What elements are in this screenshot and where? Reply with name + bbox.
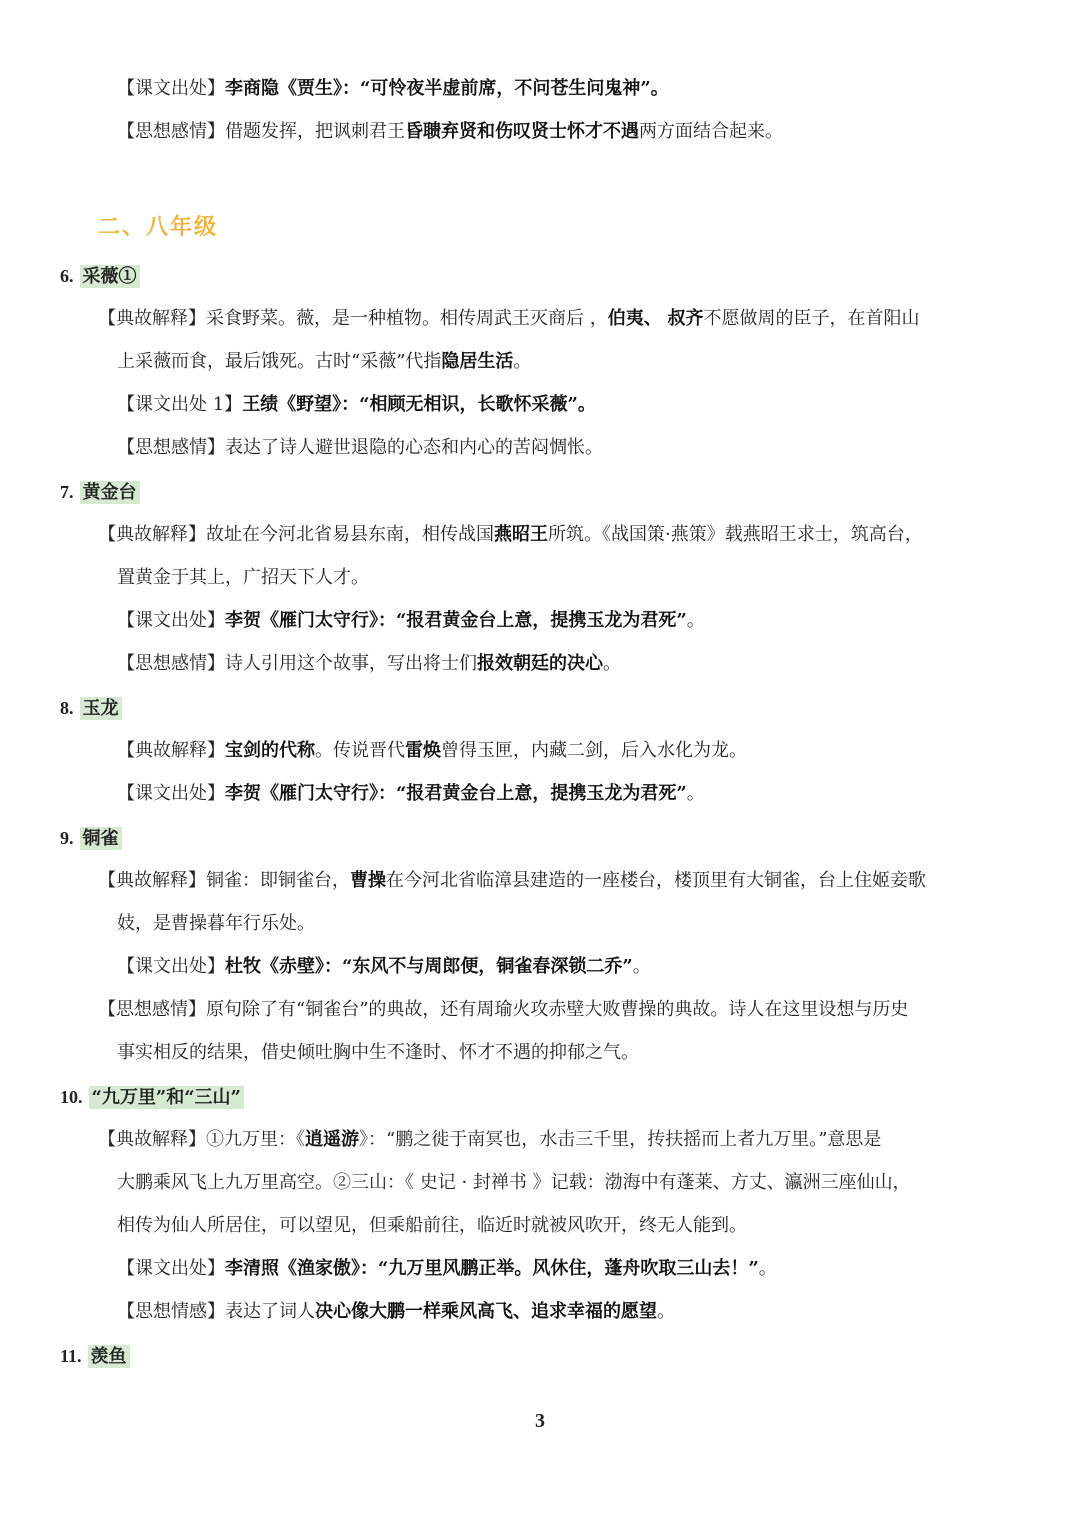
sentiment-line xyxy=(117,1040,639,1066)
item-number: 7. xyxy=(60,482,74,502)
plain-text: 。 xyxy=(657,1301,675,1322)
source-line xyxy=(117,781,705,807)
bold-text: 伯夷、 xyxy=(607,308,662,329)
plain-text: 所筑。《战国策·燕策》载燕昭王求士，筑高台， xyxy=(548,524,923,545)
item-title: 羡鱼 xyxy=(88,1345,130,1368)
plain-text: 。 xyxy=(632,956,651,977)
bold-text: 燕昭王 xyxy=(494,524,548,545)
sentiment-line xyxy=(98,997,908,1023)
plain-text: 两方面结合起来。 xyxy=(639,121,783,142)
item-heading xyxy=(60,262,140,291)
item-title: 黄金台 xyxy=(80,481,140,504)
source-quote: 李贺《雁门太守行》：“报君黄金台上意，提携玉龙为君死” xyxy=(225,610,687,631)
label-text: 【课文出处】 xyxy=(117,610,225,631)
bold-text: 昏聩弃贤和伤叹贤士怀才不遇 xyxy=(405,121,639,142)
source-line xyxy=(117,1256,777,1282)
label-text: 【课文出处】 xyxy=(117,1258,225,1279)
plain-text: 【典故解释】采食野菜。薇，是一种植物。相传周武王灭商后 ， xyxy=(98,308,608,329)
item-number: 10. xyxy=(60,1087,83,1107)
explanation-line xyxy=(117,1213,747,1239)
plain-text: 不愿做周的臣子，在首阳山 xyxy=(703,308,920,329)
source-quote: 李贺《雁门太守行》：“报君黄金台上意，提携玉龙为君死” xyxy=(225,783,687,804)
explanation-line xyxy=(117,911,315,937)
bold-text: 宝剑的代称 xyxy=(225,740,315,761)
plain-text: 在今河北省临漳县建造的一座楼台，楼顶里有大铜雀，台上住姬妾歌 xyxy=(386,870,926,891)
page-number: 3 xyxy=(535,1410,545,1432)
explanation-line xyxy=(98,868,926,894)
label-text: 【课文出处 1】 xyxy=(117,394,243,415)
sentiment-line xyxy=(117,1299,675,1325)
plain-text: 妓，是曹操暮年行乐处。 xyxy=(117,913,315,934)
plain-text: 相传为仙人所居住，可以望见，但乘船前往，临近时就被风吹开，终无人能到。 xyxy=(117,1215,747,1236)
item-title: 铜雀 xyxy=(80,827,122,850)
source-quote: 王绩《野望》：“相顾无相识，长歌怀采薇”。 xyxy=(242,394,596,415)
bold-text: 逍遥游 xyxy=(305,1129,359,1150)
item-heading xyxy=(60,1342,130,1371)
source-quote: 李清照《渔家傲》：“九万里风鹏正举。风休住，蓬舟吹取三山去！” xyxy=(225,1258,759,1279)
bold-text: 雷焕 xyxy=(405,740,441,761)
plain-text: 【典故解释】铜雀：即铜雀台， xyxy=(98,870,350,891)
source-quote: 李商隐《贾生》：“可怜夜半虚前席，不问苍生问鬼神”。 xyxy=(225,78,669,99)
explanation-line xyxy=(117,565,369,591)
plain-text: 【思想感情】借题发挥，把讽刺君王 xyxy=(117,121,405,142)
plain-text: 事实相反的结果，借史倾吐胸中生不逢时、怀才不遇的抑郁之气。 xyxy=(117,1042,639,1063)
plain-text: 。 xyxy=(513,351,532,372)
label-text: 【课文出处】 xyxy=(117,78,225,99)
plain-text: 上采薇而食，最后饿死。古时“采薇”代指 xyxy=(117,351,442,372)
explanation-line xyxy=(117,738,747,764)
item-heading xyxy=(60,478,140,507)
item-number: 11. xyxy=(60,1346,82,1366)
label-text: 【典故解释】 xyxy=(117,740,225,761)
plain-text: 》：“鹏之徙于南冥也，水击三千里，抟扶摇而上者九万里。”意思是 xyxy=(359,1129,882,1150)
plain-text: 【典故解释】①九万里：《 xyxy=(98,1129,305,1150)
bold-text: 决心像大鹏一样乘风高飞、追求幸福的愿望 xyxy=(315,1301,657,1322)
explanation-line xyxy=(117,1170,911,1196)
plain-text: 。 xyxy=(603,653,621,674)
plain-text: 置黄金于其上，广招天下人才。 xyxy=(117,567,369,588)
explanation-line xyxy=(98,522,923,548)
label-text: 【课文出处】 xyxy=(117,956,225,977)
sentiment-line xyxy=(117,651,621,677)
source-line xyxy=(117,76,669,102)
plain-text: 【典故解释】故址在今河北省易县东南，相传战国 xyxy=(98,524,494,545)
item-heading xyxy=(60,824,122,853)
plain-text: 【思想感情】原句除了有“铜雀台”的典故，还有周瑜火攻赤壁大败曹操的典故。诗人在这里设想与历史 xyxy=(98,999,909,1020)
item-title: 采薇① xyxy=(80,265,140,288)
source-quote: 杜牧《赤壁》：“东风不与周郎便，铜雀春深锁二乔” xyxy=(225,956,633,977)
plain-text: 。 xyxy=(686,783,705,804)
plain-text: 。传说晋代 xyxy=(315,740,405,761)
bold-text: 曹操 xyxy=(350,870,386,891)
section-title: 二、八年级 xyxy=(98,214,219,240)
plain-text: 。 xyxy=(686,610,705,631)
item-number: 6. xyxy=(60,266,74,286)
plain-text: 【思想感情】诗人引用这个故事，写出将士们 xyxy=(117,653,477,674)
sentiment-line xyxy=(117,435,603,461)
item-heading xyxy=(60,1083,244,1112)
explanation-line xyxy=(98,1127,881,1153)
source-line xyxy=(117,954,651,980)
label-text: 【课文出处】 xyxy=(117,783,225,804)
sentiment-line xyxy=(117,119,783,145)
item-number: 8. xyxy=(60,698,74,718)
source-line xyxy=(117,392,596,418)
explanation-line xyxy=(117,349,531,375)
plain-text: 曾得玉匣，内藏二剑，后入水化为龙。 xyxy=(441,740,747,761)
item-title: 玉龙 xyxy=(80,697,122,720)
plain-text: 【思想情感】表达了词人 xyxy=(117,1301,315,1322)
bold-text: 叔齐 xyxy=(667,308,704,329)
source-line xyxy=(117,608,705,634)
bold-text: 隐居生活 xyxy=(441,351,514,372)
bold-text: 报效朝廷的决心 xyxy=(477,653,603,674)
item-heading xyxy=(60,694,122,723)
item-number: 9. xyxy=(60,828,74,848)
plain-text: 大鹏乘风飞上九万里高空。②三山：《 史记 · 封禅书 》记载：渤海中有蓬莱、方丈、瀛洲三座仙山， xyxy=(117,1172,911,1193)
item-title: “九万里”和“三山” xyxy=(89,1086,244,1109)
plain-text: 【思想感情】表达了诗人避世退隐的心态和内心的苦闷惆怅。 xyxy=(117,437,603,458)
explanation-line xyxy=(98,306,919,332)
plain-text: 。 xyxy=(758,1258,777,1279)
